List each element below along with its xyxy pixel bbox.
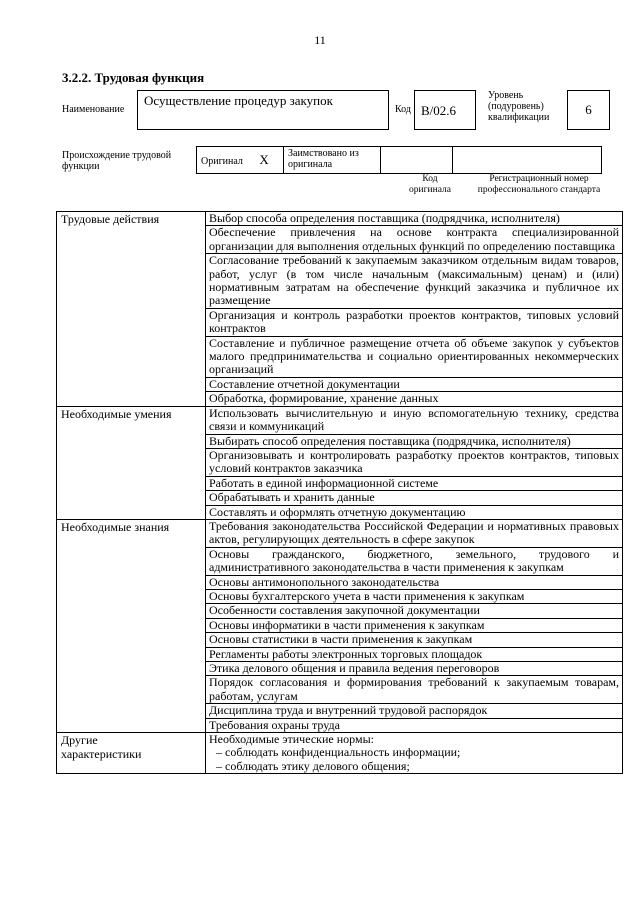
list-item: Организовывать и контролировать разработку проектов контрактов, типовых условий контрактов заказчика [206,449,622,477]
other-title-line: Другие [61,733,98,748]
list-item: Согласование требований к закупаемым заказчиком отдельным видам товаров, работ, услуг (в том числе начальным (максимальным) ценам) и (или) нормативным затратам на обеспечение функций заказчика и публичное их размещение [206,254,622,309]
caption-line: Регистрационный номер [489,174,589,184]
section-row [57,519,623,732]
code-value: B/02.6 [421,103,457,118]
origin-label-line: Происхождение трудовой [62,150,172,161]
section-items [206,406,623,519]
list-item: Регламенты работы электронных торговых площадок [206,648,622,662]
level-label-line: (подуровень) [488,101,544,112]
list-item: Основы статистики в части применения к закупкам [206,633,622,647]
level-label-line: Уровень [488,90,524,101]
section-row [57,406,623,519]
level-label-line: квалификации [488,112,550,123]
original-cell [197,147,284,174]
origin-table [196,146,602,174]
page-number: 11 [314,33,326,47]
list-item: Составлять и оформлять отчетную документацию [209,504,466,519]
list-item: Использовать вычислительную и иную вспомогательную технику, средства связи и коммуникаций [206,407,622,435]
function-table [56,211,623,774]
borrowed-label-line: Заимствовано из [288,148,359,159]
function-table-body [57,212,623,774]
code-original-caption [390,174,470,196]
original-code-cell [381,147,453,174]
original-mark: X [259,152,269,167]
caption-line: оригинала [409,185,451,195]
list-item: Дисциплина труда и внутренний трудовой распорядок [206,704,622,718]
reg-number-caption [468,174,610,196]
other-row [57,733,623,774]
other-intro: Необходимые этические нормы: [209,732,374,747]
list-item: Обработка, формирование, хранение данных [209,391,439,406]
list-item: Выбирать способ определения поставщика (подрядчика, исполнителя) [206,435,622,449]
level-field [567,90,610,130]
list-item: Порядок согласования и формирования требований к закупаемым товарам, работам, услугам [206,676,622,704]
list-item: Составление отчетной документации [206,378,622,392]
code-field [414,90,476,130]
list-item: Выбор способа определения поставщика (подрядчика, исполнителя) [206,212,622,226]
section-title: Необходимые знания [57,519,206,732]
list-item: Обеспечение привлечения на основе контракта специализированной организации для выполнения отдельных функций по определению поставщика [206,226,622,254]
list-item: Основы информатики в части применения к закупкам [206,619,622,633]
list-item: Основы бухгалтерского учета в части применения к закупкам [206,590,622,604]
caption-line: профессионального стандарта [477,185,601,195]
list-item: Работать в единой информационной системе [206,477,622,491]
list-item: Обрабатывать и хранить данные [206,491,622,505]
list-item: Основы антимонопольного законодательства [206,576,622,590]
caption-line: Код [422,174,438,184]
list-item: Организация и контроль разработки проектов контрактов, типовых условий контрактов [206,309,622,337]
section-items [206,519,623,732]
level-value: 6 [585,102,592,117]
original-label: Оригинал [201,156,243,167]
list-item: Требования охраны труда [209,717,340,732]
section-row [57,212,623,407]
origin-label [62,150,171,172]
name-field [137,90,389,130]
section-items [206,212,623,407]
list-item: Требования законодательства Российской Федерации и нормативных правовых актов, регулирующих деятельность в сфере закупок [206,520,622,548]
code-label: Код [395,104,411,115]
section-title: Необходимые умения [57,406,206,519]
origin-label-line: функции [62,161,100,172]
section-title: 3.2.2. Трудовая функция [62,70,205,85]
borrowed-label-line: оригинала [288,159,333,170]
list-item: Составление и публичное размещение отчета об объеме закупок у субъектов малого предпринимательства и социально ориентированных некоммерческих организаций [206,337,622,378]
other-title [57,733,206,774]
list-item: – соблюдать этику делового общения; [216,758,410,773]
list-item: Этика делового общения и правила ведения переговоров [206,662,622,676]
list-item: – соблюдать конфиденциальность информации; [216,745,461,760]
name-label: Наименование [62,104,125,115]
list-item: Особенности составления закупочной документации [206,604,622,618]
list-item: Основы гражданского, бюджетного, земельного, трудового и административного законодательства в части применения к закупкам [206,548,622,576]
other-items [206,733,623,774]
name-value: Осуществление процедур закупок [144,93,333,108]
other-title-line: характеристики [61,747,142,762]
section-title: Трудовые действия [57,212,206,407]
level-label [488,90,549,123]
borrowed-cell [284,147,381,174]
reg-number-cell [453,147,602,174]
